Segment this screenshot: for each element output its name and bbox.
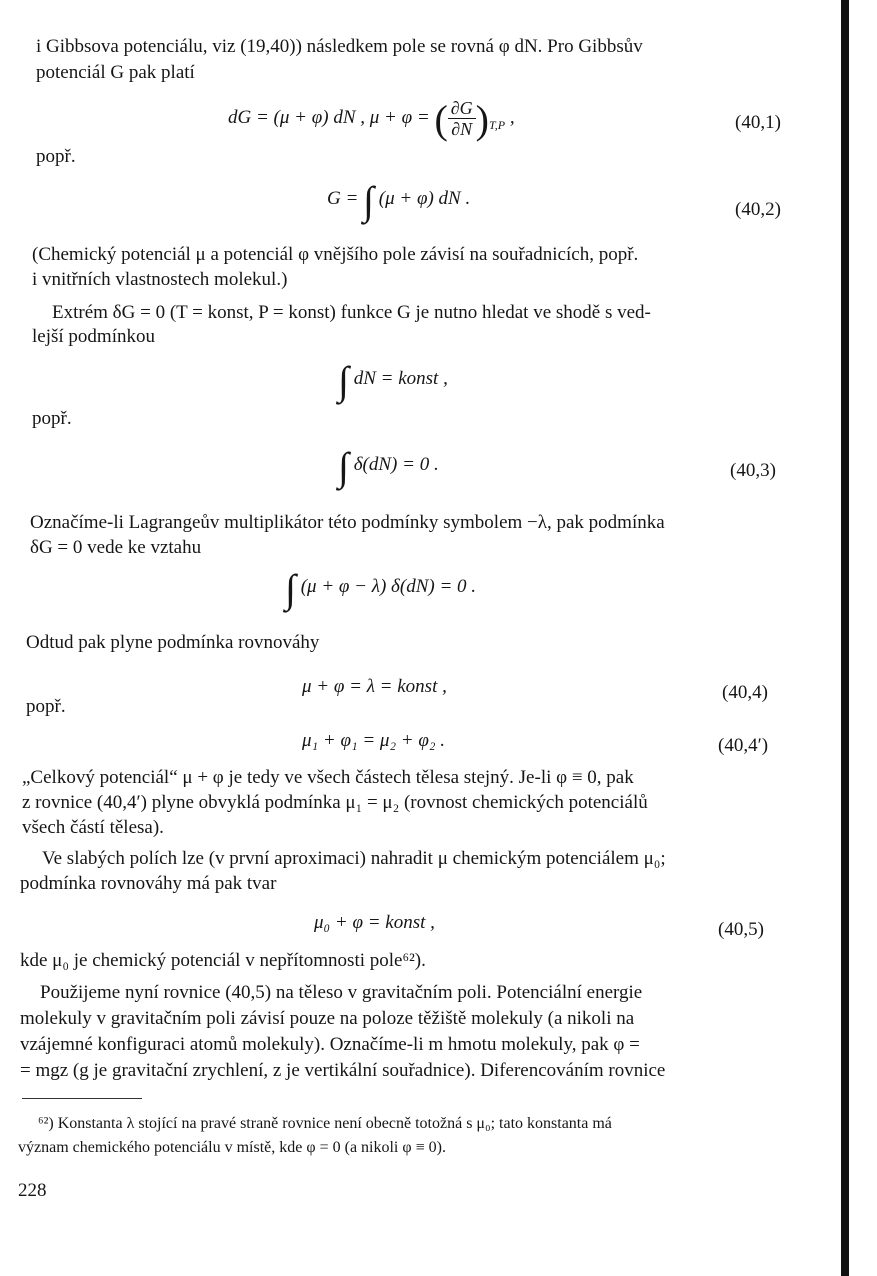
equation-40-4-prime: μ₁ + φ₁ = μ₂ + φ₂ . [302,730,445,751]
integral-sign: ∫ [338,358,349,403]
fraction-denominator: ∂N [451,119,473,139]
equation-40-3 [338,444,439,489]
text-line: Extrém δG = 0 (T = konst, P = konst) funkce G je nutno hledat ve shodě s ved- [52,302,651,323]
equation-lhs: dG = (μ + φ) dN , μ + φ = [228,106,435,128]
text-line: Označíme-li Lagrangeův multiplikátor této podmínky symbolem −λ, pak podmínka [30,512,665,533]
equation-40-4: μ + φ = λ = konst , [302,676,447,697]
text-line: i vnitřních vlastnostech molekul.) [32,269,288,290]
text-line: Ve slabých polích lze (v první aproximaci) nahradit μ chemickým potenciálem μ₀; [42,848,666,869]
equation-lhs: G = [327,188,364,209]
popr-label: popř. [26,696,66,717]
equation-number: (40,5) [718,919,764,940]
text-line: (Chemický potenciál μ a potenciál φ vnějšího pole závisí na souřadnicích, popř. [32,244,639,265]
text-line: Odtud pak plyne podmínka rovnováhy [26,632,320,653]
popr-label: popř. [32,408,72,429]
text-line: lejší podmínkou [32,326,155,347]
equation-tail: , [509,106,515,128]
text-line: kde μ₀ je chemický potenciál v nepřítomnosti pole⁶²). [20,950,426,971]
footnote-divider [22,1098,142,1099]
equation-integrand: (μ + φ) dN . [378,188,471,209]
text-line: = mgz (g je gravitační zrychlení, z je vertikální souřadnice). Diferencováním rovnice [20,1060,666,1081]
equation-number: (40,2) [735,199,781,220]
equation-lagrange [285,566,477,611]
integral-sign: ∫ [338,444,349,489]
equation-40-2 [327,178,471,223]
equation-number: (40,4′) [718,735,769,756]
text-line: všech částí tělesa). [22,817,164,838]
equation-40-1: dG = (μ + φ) dN , μ + φ = ( $\frac{\partial G}{\partial N}$ )$_{T,P}$ , [228,96,515,142]
equation-integrand: δ(dN) = 0 . [353,454,439,475]
page-edge-bar [841,0,849,1276]
text-line: vzájemné konfiguraci atomů molekuly). Označíme-li m hmotu molekuly, pak φ = [20,1034,640,1055]
popr-label: popř. [36,146,76,167]
equation-integrand: (μ + φ − λ) δ(dN) = 0 . [300,576,477,597]
integral-sign: ∫ [285,566,296,611]
equation-number: (40,1) [735,112,781,133]
footnote-line: ⁶²) Konstanta λ stojící na pravé straně rovnice není obecně totožná s μ₀; tato konstanta má [38,1115,612,1132]
integral-sign: ∫ [363,178,375,223]
page-number: 228 [18,1180,47,1201]
equation-40-5: μ₀ + φ = konst , [314,912,435,933]
footnote-line: význam chemického potenciálu v místě, kde φ = 0 (a nikoli φ ≡ 0). [18,1139,446,1156]
equation-constraint [338,358,448,403]
text-line: z rovnice (40,4′) plyne obvyklá podmínka μ₁ = μ₂ (rovnost chemických potenciálů [22,792,648,813]
text-line: potenciál G pak platí [36,62,195,83]
text-line: Použijeme nyní rovnice (40,5) na těleso v gravitačním poli. Potenciální energie [40,982,643,1003]
equation-subscript: T,P [489,117,506,132]
text-line: i Gibbsova potenciálu, viz (19,40)) následkem pole se rovná φ dN. Pro Gibbsův [36,36,643,57]
equation-integrand: dN = konst , [353,368,448,389]
equation-number: (40,3) [730,460,776,481]
text-line: molekuly v gravitačním poli závisí pouze na poloze těžiště molekuly (a nikoli na [20,1008,635,1029]
fraction-numerator: ∂G [448,98,476,119]
text-line: podmínka rovnováhy má pak tvar [20,873,277,894]
equation-number: (40,4) [722,682,768,703]
text-line: δG = 0 vede ke vztahu [30,537,202,558]
text-line: „Celkový potenciál“ μ + φ je tedy ve všech částech tělesa stejný. Je-li φ ≡ 0, pak [22,767,634,788]
